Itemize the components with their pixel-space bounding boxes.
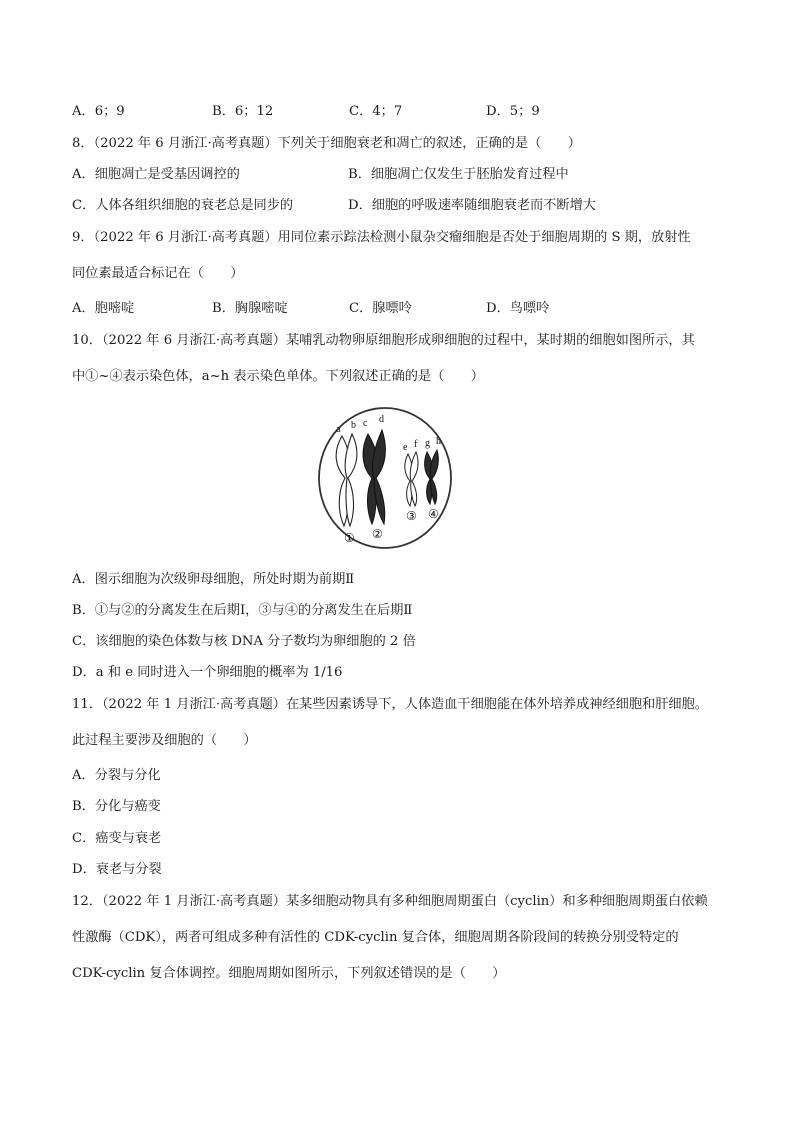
q8-option-a: A．细胞凋亡是受基因调控的 [72,167,240,182]
q7-option-b: B．6；12 [212,104,274,119]
cell-diagram-svg [310,398,460,556]
label-d: d [379,414,384,425]
q11-stem-line2: 此过程主要涉及细胞的（ ） [72,733,257,748]
q9-option-b: B．胸腺嘧啶 [212,301,288,316]
chromosome-1 [336,434,357,526]
q8-option-b: B．细胞凋亡仅发生于胚胎发育过程中 [348,167,569,182]
q8-options-row1 [72,166,692,184]
q11-option-c: C．癌变与衰老 [72,831,162,846]
label-g: g [425,438,430,449]
q9-option-d: D．鸟嘌呤 [486,301,550,316]
q9-stem-line1: 9．（2022 年 6 月浙江·高考真题）用同位素示踪法检测小鼠杂交瘤细胞是否处于细胞周期的 S 期，放射性 [72,230,691,245]
q11-option-a: A．分裂与分化 [72,768,161,783]
q11-option-b: B．分化与癌变 [72,799,161,814]
q7-options [72,103,632,121]
q12-stem-line1: 12．（2022 年 1 月浙江·高考真题）某多细胞动物具有多种细胞周期蛋白（cyclin）和多种细胞周期蛋白依赖 [72,894,708,909]
q10-option-d: D．a 和 e 同时进入一个卵细胞的概率为 1/16 [72,665,343,680]
q9-option-c: C．腺嘌呤 [349,301,412,316]
label-chromosome-1: ① [344,531,355,545]
chromosome-4 [425,450,439,504]
chromosome-3 [405,452,418,506]
label-e: e [403,442,408,453]
q10-option-c: C．该细胞的染色体数与核 DNA 分子数均为卵细胞的 2 倍 [72,634,416,649]
label-c: c [363,418,368,429]
label-f: f [414,439,418,450]
q11-stem-line1: 11．（2022 年 1 月浙江·高考真题）在某些因素诱导下，人体造血干细胞能在体外培养成神经细胞和肝细胞。 [72,697,708,712]
q8-stem: 8．（2022 年 6 月浙江·高考真题）下列关于细胞衰老和凋亡的叙述，正确的是（ ） [72,136,581,151]
q7-option-c: C．4；7 [349,104,403,119]
q12-stem-line3: CDK-cyclin 复合体调控。细胞周期如图所示，下列叙述错误的是（ ） [72,966,506,981]
q8-option-c: C．人体各组织细胞的衰老总是同步的 [72,198,294,213]
label-chromosome-2: ② [372,527,383,541]
q10-stem-line1: 10．（2022 年 6 月浙江·高考真题）某哺乳动物卵原细胞形成卵细胞的过程中，某时期的细胞如图所示，其 [72,333,695,348]
q12-stem-line2: 性激酶（CDK），两者可组成多种有活性的 CDK-cyclin 复合体，细胞周期各阶段间的转换分别受特定的 [72,930,679,945]
chromosome-2 [363,430,385,524]
label-chromosome-3: ③ [406,509,417,523]
q10-option-b: B．①与②的分离发生在后期Ⅰ，③与④的分离发生在后期Ⅱ [72,603,413,618]
q9-options [72,300,632,318]
q9-stem-line2: 同位素最适合标记在（ ） [72,266,244,281]
cell-division-figure [310,398,460,556]
label-chromosome-4: ④ [428,507,439,521]
q11-option-d: D．衰老与分裂 [72,862,162,877]
q7-option-a: A．6；9 [72,104,125,119]
q7-option-d: D．5；9 [486,104,540,119]
label-a: a [336,424,341,435]
q10-option-a: A．图示细胞为次级卵母细胞，所处时期为前期Ⅱ [72,572,355,587]
label-h: h [436,436,441,447]
q8-option-d: D．细胞的呼吸速率随细胞衰老而不断增大 [348,198,596,213]
q9-option-a: A．胞嘧啶 [72,301,135,316]
q10-stem-line2: 中①~④表示染色体，a~h 表示染色单体。下列叙述正确的是（ ） [72,369,484,384]
q8-options-row2 [72,197,692,215]
label-b: b [351,420,356,431]
